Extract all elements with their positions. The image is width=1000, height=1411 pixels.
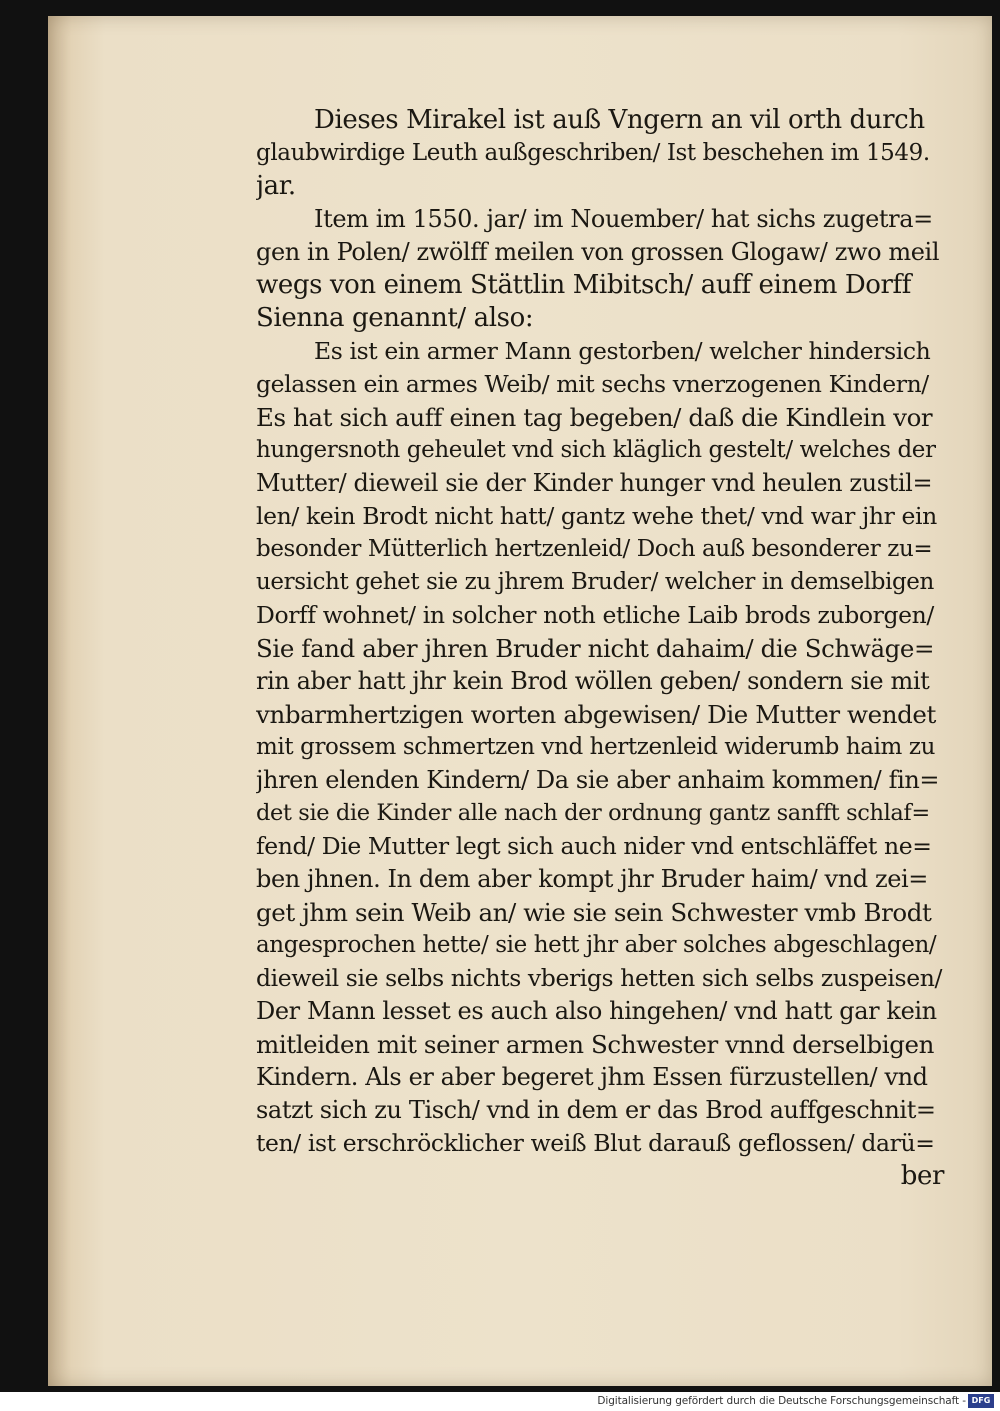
page-text-block — [256, 104, 956, 1193]
catchword: ber — [900, 1161, 944, 1191]
text-line: ben jhnen. In dem aber kompt jhr Bruder haim/ vnd zei= — [256, 865, 928, 893]
text-line: len/ kein Brodt nicht hatt/ gantz wehe thet/ vnd war jhr ein — [256, 502, 937, 530]
text-line: mitleiden mit seiner armen Schwester vnnd derselbigen — [256, 1030, 934, 1059]
footer-bar — [0, 1392, 1000, 1411]
text-line: get jhm sein Weib an/ wie sie sein Schwester vmb Brodt — [256, 898, 932, 927]
text-line: Sie fand aber jhren Bruder nicht dahaim/ die Schwäge= — [256, 634, 935, 663]
text-line: satzt sich zu Tisch/ vnd in dem er das Brod auffgeschnit= — [256, 1096, 936, 1124]
text-line: Mutter/ dieweil sie der Kinder hunger vnd heulen zustil= — [256, 469, 933, 497]
text-line: glaubwirdige Leuth außgeschriben/ Ist beschehen im 1549. — [256, 140, 930, 166]
text-line: gen in Polen/ zwölff meilen von grossen Glogaw/ zwo meil — [256, 238, 940, 266]
dfg-logo-icon: DFG — [968, 1394, 994, 1408]
text-line: mit grossem schmertzen vnd hertzenleid widerumb haim zu — [256, 734, 935, 760]
text-line: jar. — [256, 171, 296, 201]
text-line: ten/ ist erschröcklicher weiß Blut darauß geflossen/ darü= — [256, 1129, 935, 1157]
text-line: det sie die Kinder alle nach der ordnung gantz sanfft schlaf= — [256, 800, 930, 826]
text-line: Der Mann lesset es auch also hingehen/ vnd hatt gar kein — [256, 997, 937, 1025]
text-line: rin aber hatt jhr kein Brod wöllen geben/ sondern sie mit — [256, 667, 930, 695]
funding-credit: Digitalisierung gefördert durch die Deutsche Forschungsgemeinschaft - — [597, 1395, 966, 1407]
text-line: Sienna genannt/ also: — [256, 303, 534, 333]
text-line: Dorff wohnet/ in solcher noth etliche Laib brods zuborgen/ — [256, 601, 934, 629]
text-line: angesprochen hette/ sie hett jhr aber solches abgeschlagen/ — [256, 932, 937, 958]
text-line: vnbarmhertzigen worten abgewisen/ Die Mutter wendet — [256, 700, 936, 729]
text-line: Kindern. Als er aber begeret jhm Essen fürzustellen/ vnd — [256, 1063, 928, 1091]
text-line: jhren elenden Kindern/ Da sie aber anhaim kommen/ fin= — [256, 766, 940, 794]
text-line: dieweil sie selbs nichts vberigs hetten sich selbs zuspeisen/ — [256, 964, 942, 992]
text-line: Dieses Mirakel ist auß Vngern an vil orth durch — [314, 105, 925, 135]
text-line: Es hat sich auff einen tag begeben/ daß die Kindlein vor — [256, 403, 933, 432]
text-line: fend/ Die Mutter legt sich auch nider vnd entschläffet ne= — [256, 832, 932, 860]
text-line: hungersnoth geheulet vnd sich kläglich gestelt/ welches der — [256, 437, 936, 463]
text-line: wegs von einem Stättlin Mibitsch/ auff einem Dorff — [256, 270, 911, 300]
text-line: Es ist ein armer Mann gestorben/ welcher hindersich — [314, 337, 931, 365]
text-line: besonder Mütterlich hertzenleid/ Doch auß besonderer zu= — [256, 536, 933, 562]
text-line: Item im 1550. jar/ im Nouember/ hat sichs zugetra= — [314, 205, 933, 233]
text-line: uersicht gehet sie zu jhrem Bruder/ welcher in demselbigen — [256, 569, 934, 595]
text-line: gelassen ein armes Weib/ mit sechs vnerzogenen Kindern/ — [256, 370, 929, 398]
